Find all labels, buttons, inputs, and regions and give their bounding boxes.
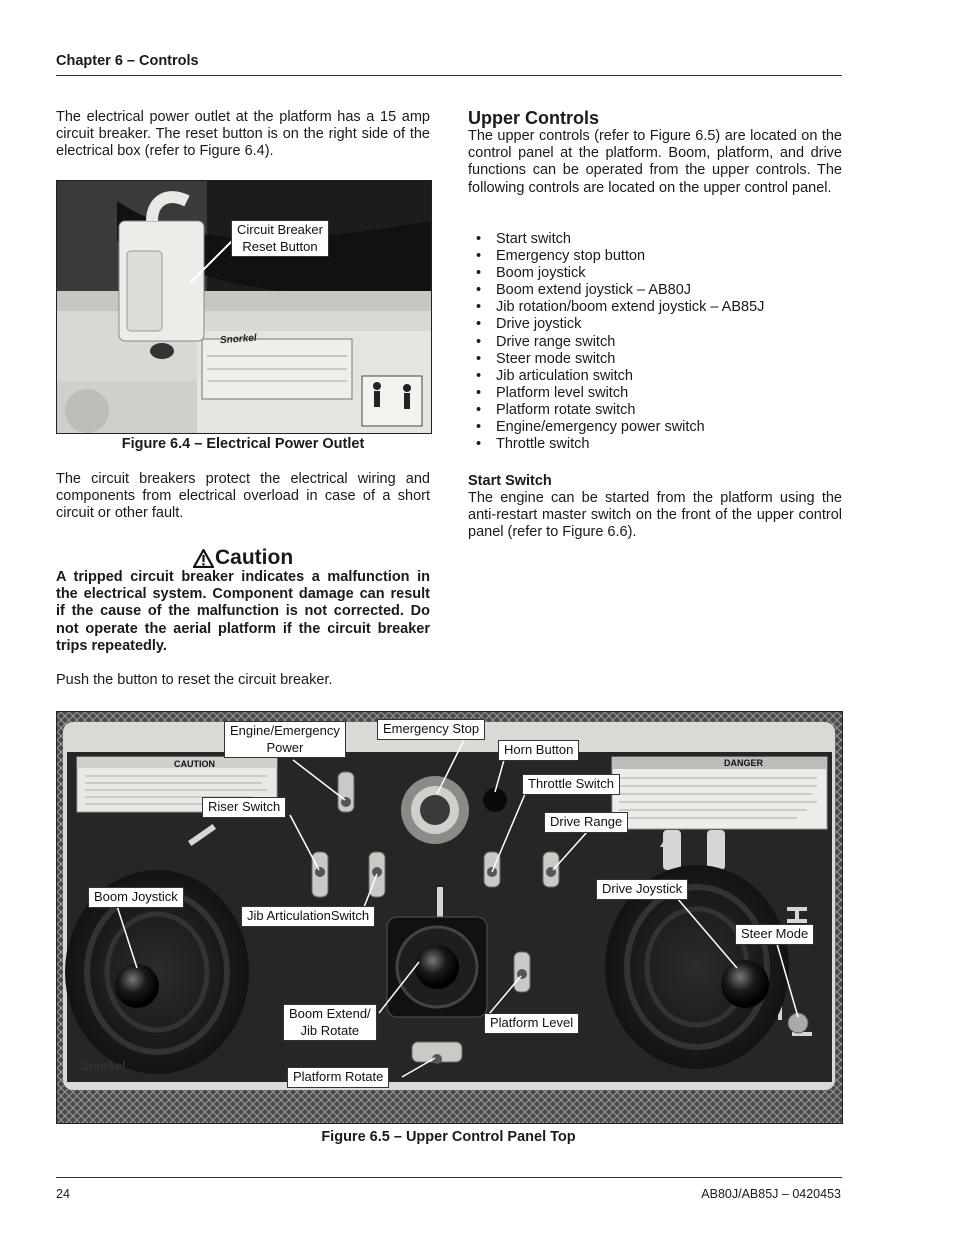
riser-switch-callout: Riser Switch [202,797,286,818]
boom-joystick-callout: Boom Joystick [88,887,184,908]
power-outlet-illustration [57,181,431,433]
figure-6-4-caption: Figure 6.4 – Electrical Power Outlet [121,436,365,452]
footer-rule [56,1177,842,1178]
list-item: • Steer mode switch [468,351,842,368]
danger-decal-label: DANGER [724,758,764,768]
upper-controls-intro: The upper controls (refer to Figure 6.5) are located on the control panel at the platform. Boom, platform, and drive functions can be operated from the upper controls. The following controls are located on the upper control panel. [468,128,842,196]
callout-line: Circuit Breaker [237,222,323,237]
list-item: • Drive range switch [468,334,842,351]
throttle-switch-callout: Throttle Switch [522,774,620,795]
warning-triangle-icon [193,549,214,568]
controls-list [468,231,842,453]
list-item: • Emergency stop button [468,248,842,265]
brand-decal: Snorkel [81,1059,126,1073]
platform-level-callout: Platform Level [484,1013,579,1034]
list-item: • Boom joystick [468,265,842,282]
boom-extend-callout [283,1004,377,1041]
caution-heading [193,546,293,570]
steer-mode-callout: Steer Mode [735,924,814,945]
caution-decal-label: CAUTION [174,759,215,769]
upper-controls-heading: Upper Controls [468,108,600,128]
circuit-breaker-callout [231,220,329,257]
callout-line: Boom Extend/ [289,1006,371,1021]
breakers-paragraph: The circuit breakers protect the electrical wiring and components from electrical overload in case of a short circuit or other fault. [56,471,430,522]
list-item: • Platform rotate switch [468,402,842,419]
header-rule [56,75,842,76]
control-panel-illustration [57,712,842,1123]
drive-joystick-callout: Drive Joystick [596,879,688,900]
page-number: 24 [56,1187,70,1201]
caution-text: A tripped circuit breaker indicates a malfunction in the electrical system. Component damage can result if the cause of the malfunction is not corrected. Do not operate the aerial platform if the circuit breaker trips repeatedly. [56,569,430,654]
list-item: • Jib articulation switch [468,368,842,385]
push-paragraph: Push the button to reset the circuit breaker. [56,672,333,688]
callout-line: Jib Rotate [300,1022,360,1038]
list-item: • Drive joystick [468,316,842,333]
caution-title: Caution [215,546,294,569]
start-switch-text: The engine can be started from the platform using the anti-restart master switch on the front of the upper control panel (refer to Figure 6.6). [468,490,842,541]
callout-line: Reset Button [242,238,318,254]
engine-emergency-power-callout [224,721,346,758]
list-item: • Platform level switch [468,385,842,402]
list-item: • Engine/emergency power switch [468,419,842,436]
list-item: • Boom extend joystick – AB80J [468,282,842,299]
intro-paragraph: The electrical power outlet at the platform has a 15 amp circuit breaker. The reset button is on the right side of the electrical box (refer to Figure 6.4). [56,109,430,160]
drive-range-callout: Drive Range [544,812,628,833]
list-item: • Jib rotation/boom extend joystick – AB85J [468,299,842,316]
platform-rotate-callout: Platform Rotate [287,1067,389,1088]
figure-6-5-caption: Figure 6.5 – Upper Control Panel Top [321,1129,576,1145]
list-item: • Start switch [468,231,842,248]
chapter-header: Chapter 6 – Controls [56,53,199,69]
horn-button-callout: Horn Button [498,740,579,761]
start-switch-heading: Start Switch [468,473,552,489]
callout-line: Engine/Emergency [230,723,340,738]
document-id: AB80J/AB85J – 0420453 [701,1187,841,1201]
figure-6-5-photo [56,711,843,1124]
jib-articulation-switch-callout: Jib ArticulationSwitch [241,906,375,927]
figure-6-4-photo [56,180,432,434]
brand-decal: Snorkel [219,332,258,347]
emergency-stop-callout: Emergency Stop [377,719,485,740]
callout-line: Power [266,739,304,755]
list-item: • Throttle switch [468,436,842,453]
